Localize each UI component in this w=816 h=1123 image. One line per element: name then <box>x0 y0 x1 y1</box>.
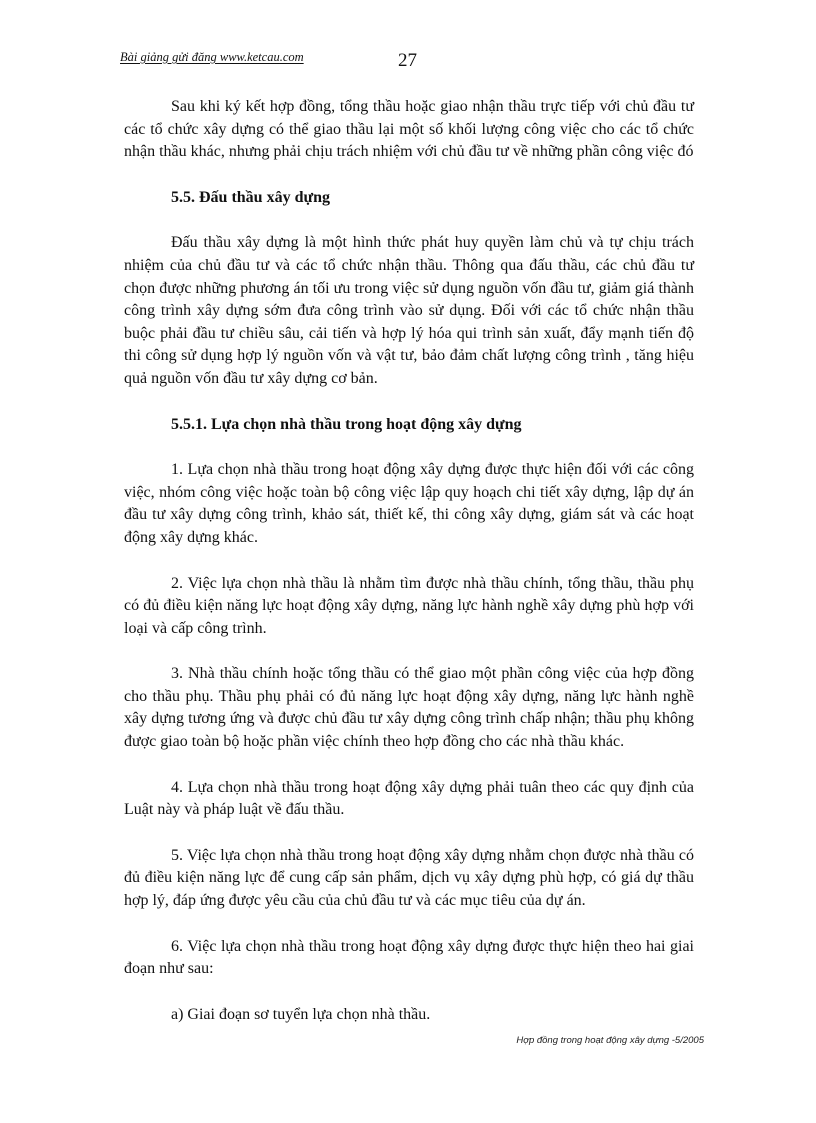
intro-paragraph: Sau khi ký kết hợp đồng, tổng thầu hoặc giao nhận thầu trực tiếp với chủ đầu tư các tổ chức xây dựng có thể giao thầu lại một số khối lượng công việc cho các tổ chức nhận thầu khác, nhưng phải chịu trách nhiệm với chủ đầu tư về những phần công việc đó <box>124 98 694 161</box>
section-paragraph: Đấu thầu xây dựng là một hình thức phát huy quyền làm chủ và tự chịu trách nhiệm của chủ đầu tư và các tổ chức nhận thầu. Thông qua đấu thầu, các chủ đầu tư chọn được những phương án tối ưu trong việc sử dụng nguồn vốn đầu tư, giảm giá thành công trình xây dựng sớm đưa công trình vào sử dụng. Đối với các tổ chức nhận thầu buộc phải đầu tư chiều sâu, cải tiến và hợp lý hóa qui trình sản xuất, đẩy mạnh tiến độ thi công sử dụng hợp lý nguồn vốn và vật tư, bảo đảm chất lượng công trình , tăng hiệu quả nguồn vốn đầu tư xây dựng cơ bản. <box>124 234 694 387</box>
list-item: 2. Việc lựa chọn nhà thầu là nhằm tìm được nhà thầu chính, tổng thầu, thầu phụ có đủ điều kiện năng lực hoạt động xây dựng, năng lực hành nghề xây dựng phù hợp với loại và cấp công trình. <box>124 574 694 637</box>
list-item: 6. Việc lựa chọn nhà thầu trong hoạt động xây dựng được thực hiện theo hai giai đoạn như sau: <box>124 937 694 978</box>
page-number: 27 <box>398 50 417 71</box>
list-item: 1. Lựa chọn nhà thầu trong hoạt động xây dựng được thực hiện đối với các công việc, nhóm công việc hoặc toàn bộ công việc lập quy hoạch chi tiết xây dựng, lập dự án đầu tư xây dựng công trình, khảo sát, thiết kế, thi công xây dựng, giám sát và các hoạt động xây dựng khác. <box>124 461 694 546</box>
list-item: 5. Việc lựa chọn nhà thầu trong hoạt động xây dựng nhằm chọn được nhà thầu có đủ điều kiện năng lực để cung cấp sản phẩm, dịch vụ xây dựng phù hợp, có giá dự thầu hợp lý, đáp ứng được yêu cầu của chủ đầu tư và các mục tiêu của dự án. <box>124 846 694 910</box>
list-item: 4. Lựa chọn nhà thầu trong hoạt động xây dựng phải tuân theo các quy định của Luật này và pháp luật về đấu thầu. <box>124 778 694 819</box>
header-source-link[interactable]: Bài giảng gửi đăng www.ketcau.com <box>120 50 304 64</box>
list-item: a) Giai đoạn sơ tuyển lựa chọn nhà thầu. <box>171 1005 431 1023</box>
subsection-heading: 5.5.1. Lựa chọn nhà thầu trong hoạt động xây dựng <box>171 415 522 433</box>
document-body <box>124 96 694 1049</box>
list-item: 3. Nhà thầu chính hoặc tổng thầu có thể giao một phần công việc của hợp đồng cho thầu phụ. Thầu phụ phải có đủ năng lực hoạt động xây dựng, năng lực hành nghề xây dựng tương ứng và được chủ đầu tư xây dựng công trình chấp nhận; thầu phụ không được giao toàn bộ hoặc phần việc chính theo hợp đồng cho các nhà thầu khác. <box>124 665 694 751</box>
section-heading: 5.5. Đấu thầu xây dựng <box>171 188 330 206</box>
page-footer: Hợp đồng trong hoạt động xây dựng -5/2005 <box>516 1035 704 1046</box>
